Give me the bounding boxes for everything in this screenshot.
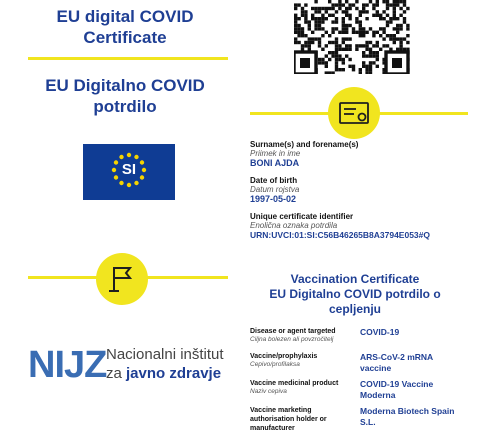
- vaccination-row-label: Vaccine marketing authorisation holder or manufacturer: [250, 407, 327, 432]
- title-sl-line1: EU Digitalno COVID: [45, 76, 205, 95]
- vaccination-row-value: COVID-19: [360, 327, 400, 337]
- nijz-logo: [28, 343, 248, 389]
- eu-flag-country-code: SI: [121, 161, 137, 178]
- certificate-icon: [328, 87, 380, 139]
- vaccination-row-value: ARS-CoV-2 mRNA vaccine: [360, 352, 433, 373]
- title-en-line1: EU digital COVID: [56, 7, 194, 26]
- name-label: Surname(s) and forename(s): [250, 140, 359, 149]
- flag-icon: [96, 253, 148, 305]
- qr-code-icon: [294, 0, 410, 74]
- divider-top: [28, 57, 228, 60]
- vaccination-heading: [240, 272, 470, 317]
- title-en: [10, 6, 240, 48]
- vaccination-row-value: COVID-19 Vaccine Moderna: [360, 379, 434, 400]
- person-section: [250, 140, 475, 240]
- vaccination-row-sublabel: Ciljna bolezen ali povzročitelj: [250, 336, 334, 343]
- nijz-logo-line1: Nacionalni inštitut: [106, 346, 224, 363]
- title-en-line2: Certificate: [83, 28, 167, 47]
- vaccination-heading-en: Vaccination Certificate: [290, 272, 420, 286]
- uci-sublabel: Enolična oznaka potrdila: [250, 221, 338, 230]
- nijz-logo-line2-bold: javno zdravje: [126, 365, 222, 382]
- vaccination-row-sublabel: Cepivo/profilaksa: [250, 361, 300, 368]
- nijz-logo-letters: NIJZ: [28, 344, 107, 386]
- vaccination-row-sublabel: Naziv cepiva: [250, 388, 287, 395]
- vaccination-heading-sl-line1: EU Digitalno COVID potrdilo o: [269, 287, 441, 301]
- vaccination-row-label: Vaccine medicinal product: [250, 380, 339, 387]
- uci-label: Unique certificate identifier: [250, 212, 354, 221]
- title-sl: [10, 75, 240, 117]
- vaccination-row-value: Moderna Biotech Spain S.L.: [360, 406, 455, 427]
- nijz-logo-line2-prefix: za: [106, 365, 122, 382]
- vaccination-row-label: Vaccine/prophylaxis: [250, 353, 318, 360]
- vaccination-row-label: Disease or agent targeted: [250, 328, 336, 335]
- name-value: BONI AJDA: [250, 158, 300, 168]
- eu-flag-icon: [83, 144, 175, 200]
- uci-value: URN:UVCI:01:SI:C56B46265B8A3794E053#Q: [250, 230, 431, 240]
- dob-sublabel: Datum rojstva: [250, 185, 300, 194]
- title-sl-line2: potrdilo: [93, 97, 157, 116]
- vaccination-heading-sl-line2: cepljenju: [328, 302, 381, 316]
- dob-label: Date of birth: [250, 176, 298, 185]
- name-sublabel: Priimek in ime: [250, 149, 301, 158]
- nijz-logo-line2: [106, 365, 221, 382]
- dob-value: 1997-05-02: [250, 194, 297, 204]
